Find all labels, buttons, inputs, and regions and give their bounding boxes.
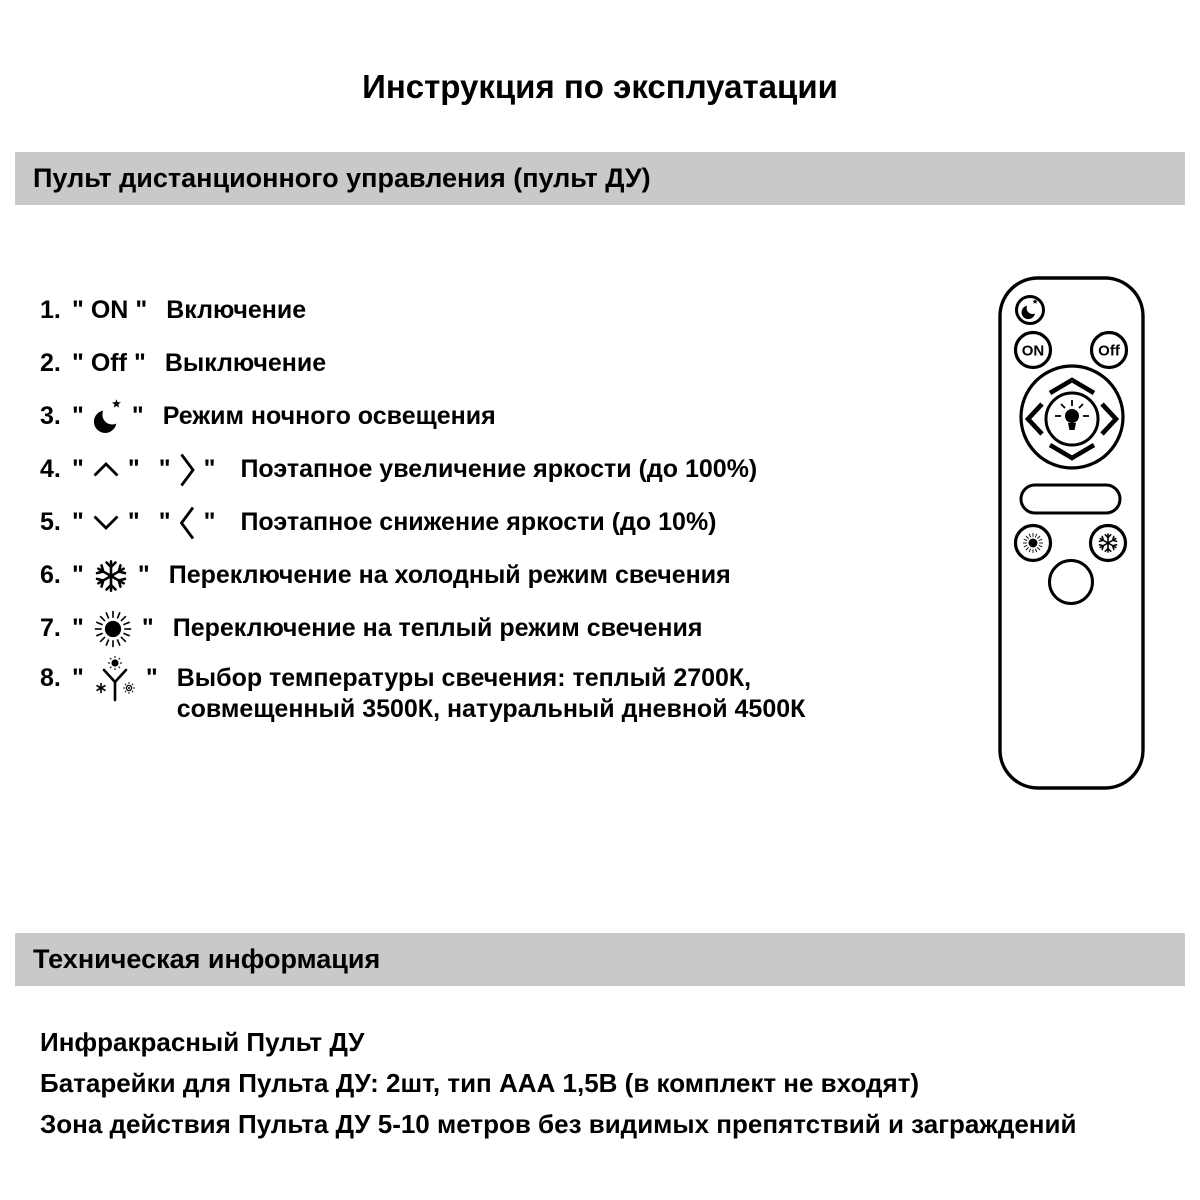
tech-info	[40, 1027, 1076, 1139]
item-label: Поэтапное увеличение яркости (до 100%)	[240, 455, 758, 483]
item-label: Переключение на холодный режим свечения	[168, 561, 731, 589]
remote-nav-pad	[1021, 366, 1123, 468]
list-item	[40, 496, 805, 549]
list-item	[40, 443, 805, 496]
quote-mark: "	[127, 455, 140, 483]
angle-left-icon	[180, 506, 195, 540]
tech-line: Инфракрасный Пульт ДУ	[40, 1027, 365, 1057]
instruction-list	[40, 284, 805, 725]
remote-off-label: Off	[1098, 342, 1120, 360]
item-label: Выключение	[164, 349, 327, 377]
quote-mark: "	[133, 349, 146, 377]
remote-warm-button	[1016, 526, 1051, 561]
moon-icon	[93, 398, 123, 436]
remote-bottom-button	[1050, 561, 1093, 604]
section-heading-tech: Техническая информация	[33, 944, 381, 974]
remote-off-button	[1092, 333, 1127, 368]
temperature-select-icon	[93, 656, 137, 702]
quote-mark: "	[141, 614, 154, 642]
quote-mark: "	[72, 561, 84, 589]
item-number: 2.	[40, 349, 61, 377]
quote-mark: "	[145, 664, 158, 692]
item-number: 1.	[40, 296, 61, 324]
quote-mark: "	[72, 402, 84, 430]
item-label: Включение	[166, 296, 307, 324]
item-label-line1: Выбор температуры свечения: теплый 2700К,	[176, 664, 752, 692]
quote-mark: "	[127, 508, 140, 536]
remote-on-label: ON	[1021, 342, 1045, 360]
section-banner-remote	[15, 152, 1185, 205]
quote-mark: "	[158, 455, 171, 483]
list-item	[40, 337, 805, 390]
off-label-text: Off	[90, 349, 127, 377]
quote-mark: "	[72, 455, 84, 483]
item-number: 3.	[40, 402, 61, 430]
item-number: 6.	[40, 561, 61, 589]
remote-on-button	[1016, 333, 1051, 368]
on-label-text: ON	[90, 296, 129, 324]
sun-icon	[93, 609, 133, 649]
item-label: Режим ночного освещения	[162, 402, 496, 430]
item-number: 4.	[40, 455, 61, 483]
list-item	[40, 284, 805, 337]
remote-night-button	[1017, 297, 1044, 324]
remote-pill-button	[1021, 485, 1120, 513]
list-item	[40, 390, 805, 443]
quote-mark: "	[137, 561, 150, 589]
remote-cold-button	[1091, 526, 1126, 561]
page-title: Инструкция по эксплуатации	[362, 68, 838, 105]
section-heading-remote: Пульт дистанционного управления (пульт ДУ)	[33, 163, 651, 193]
quote-mark: "	[135, 296, 148, 324]
item-number: 5.	[40, 508, 61, 536]
item-number: 7.	[40, 614, 61, 642]
item-label-line2: совмещенный 3500К, натуральный дневной 4500К	[176, 695, 806, 723]
item-label: Переключение на теплый режим свечения	[172, 614, 703, 642]
item-label	[177, 663, 806, 725]
list-item	[40, 663, 805, 725]
item-number: 8.	[40, 664, 61, 692]
quote-mark: "	[131, 402, 144, 430]
quote-mark: "	[72, 664, 84, 692]
quote-mark: "	[203, 508, 216, 536]
quote-mark: "	[72, 614, 84, 642]
angle-right-icon	[180, 453, 195, 487]
quote-mark: "	[203, 455, 216, 483]
quote-mark: "	[72, 349, 84, 377]
item-label: Поэтапное снижение яркости (до 10%)	[240, 508, 717, 536]
remote-illustration	[995, 273, 1147, 793]
quote-mark: "	[158, 508, 171, 536]
tech-line: Зона действия Пульта ДУ 5-10 метров без видимых препятствий и заграждений	[40, 1109, 1077, 1139]
tech-line: Батарейки для Пульта ДУ: 2шт, тип ААА 1,5В (в комплект не входят)	[40, 1068, 920, 1098]
chevron-up-icon	[93, 462, 119, 477]
chevron-down-icon	[93, 515, 119, 530]
quote-mark: "	[72, 508, 84, 536]
list-item	[40, 549, 805, 602]
section-banner-tech	[15, 933, 1185, 986]
snowflake-icon	[93, 558, 129, 594]
list-item	[40, 602, 805, 655]
quote-mark: "	[72, 296, 84, 324]
